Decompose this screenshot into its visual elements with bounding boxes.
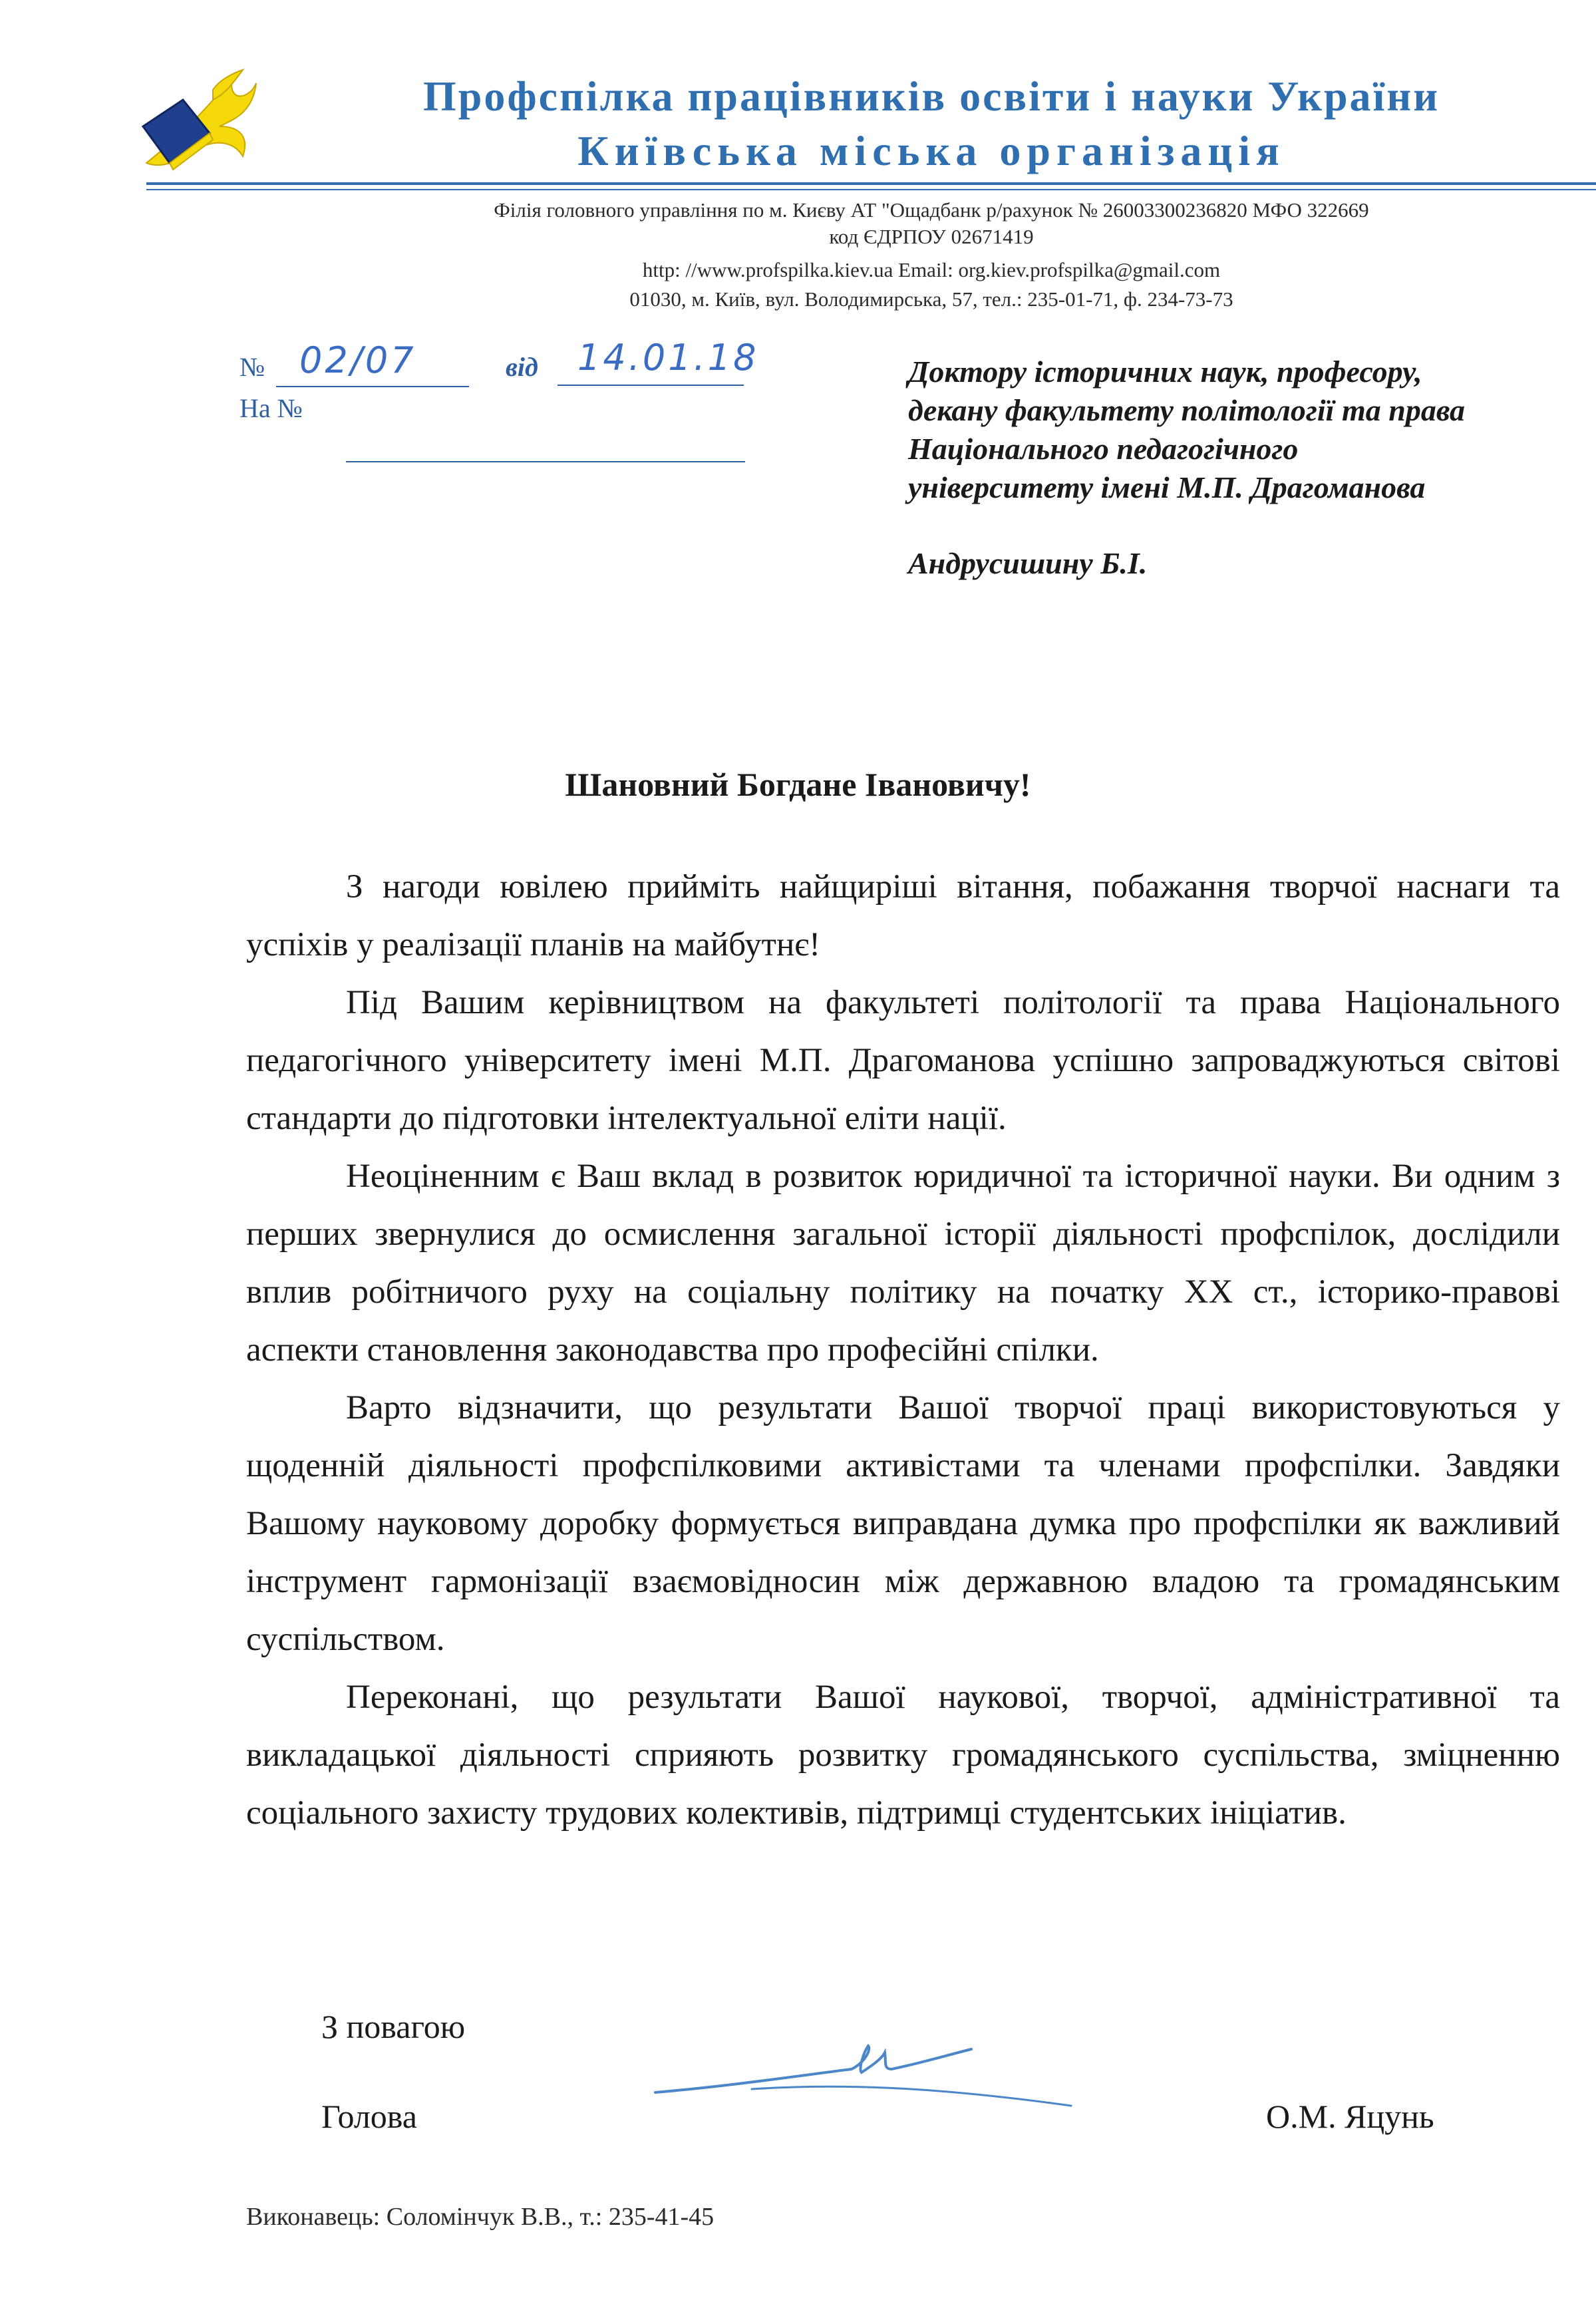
letter-body bbox=[246, 858, 1560, 1842]
closing-phrase: З повагою bbox=[321, 2008, 466, 2045]
addressee-name: Андрусишину Б.І. bbox=[908, 546, 1148, 580]
signer-role: Голова bbox=[321, 2098, 417, 2135]
org-branch: Київська міська організація bbox=[577, 127, 1285, 174]
paragraph: Переконані, що результати Вашої наукової, творчої, адміністративної та викладацької діяльності сприяють розвитку громадянського суспільства, зміцненню соціального захисту трудових колективів, підтримці студентських ініціатив. bbox=[246, 1679, 1560, 1832]
outgoing-number-value: 02/07 bbox=[299, 339, 416, 381]
reply-to-underline bbox=[346, 461, 745, 462]
contacts-line: http: //www.profspilka.kiev.ua Email: org.kiev.profspilka@gmail.com bbox=[642, 258, 1221, 281]
letterhead-divider bbox=[146, 182, 1596, 185]
addressee-line: університету імені М.П. Драгоманова bbox=[908, 470, 1426, 504]
addressee-block bbox=[908, 353, 1573, 507]
date-value: 14.01.18 bbox=[577, 337, 759, 379]
paragraph: Варто відзначити, що результати Вашої творчої праці використовуються у щоденній діяльності профспілковими активістами та членами профспілки. Завдяки Вашому науковому доробку формується виправдана думка про профспілки як важливий інструмент гармонізації взаємовідносин між державною владою та громадянським суспільством. bbox=[246, 1389, 1560, 1658]
address-line: 01030, м. Київ, вул. Володимирська, 57, тел.: 235-01-71, ф. 234-73-73 bbox=[629, 287, 1233, 311]
bank-details: Філія головного управління по м. Києву АТ "Ощадбанк р/рахунок № 26003300236820 МФО 322669 bbox=[494, 198, 1369, 222]
date-label: від bbox=[506, 352, 538, 382]
date-underline bbox=[558, 385, 744, 386]
number-underline bbox=[276, 386, 469, 387]
outgoing-number-label: № bbox=[239, 352, 265, 382]
edrpou-code: код ЄДРПОУ 02671419 bbox=[829, 225, 1034, 248]
union-logo bbox=[133, 63, 259, 186]
reply-to-label: На № bbox=[239, 393, 303, 423]
executor-line: Виконавець: Соломінчук В.В., т.: 235-41-45 bbox=[246, 2203, 715, 2231]
org-name: Профспілка працівників освіти і науки України bbox=[422, 73, 1440, 120]
paragraph: З нагоди ювілею прийміть найщиріші вітання, побажання творчої наснаги та успіхів у реалізації планів на майбутнє! bbox=[246, 868, 1560, 963]
letterhead-divider-thin bbox=[146, 189, 1596, 190]
paragraph: Під Вашим керівництвом на факультеті політології та права Національного педагогічного університету імені М.П. Драгоманова успішно запроваджуються світові стандарти до підготовки інтелектуальної еліти нації. bbox=[246, 984, 1560, 1137]
greeting: Шановний Богдане Івановичу! bbox=[565, 766, 1031, 803]
addressee-line: Національного педагогічного bbox=[908, 432, 1299, 466]
addressee-line: Доктору історичних наук, професору, bbox=[908, 355, 1422, 389]
handwritten-signature bbox=[652, 2023, 1078, 2116]
addressee-line: декану факультету політології та права bbox=[908, 393, 1466, 427]
paragraph: Неоціненним є Ваш вклад в розвиток юридичної та історичної науки. Ви одним з перших звернулися до осмислення загальної історії діяльності профспілок, дослідили вплив робітничого руху на соціальну політику на початку XX ст., історико-правові аспекти становлення законодавства про професійні спілки. bbox=[246, 1158, 1560, 1369]
signer-name: О.М. Яцунь bbox=[1266, 2098, 1434, 2135]
